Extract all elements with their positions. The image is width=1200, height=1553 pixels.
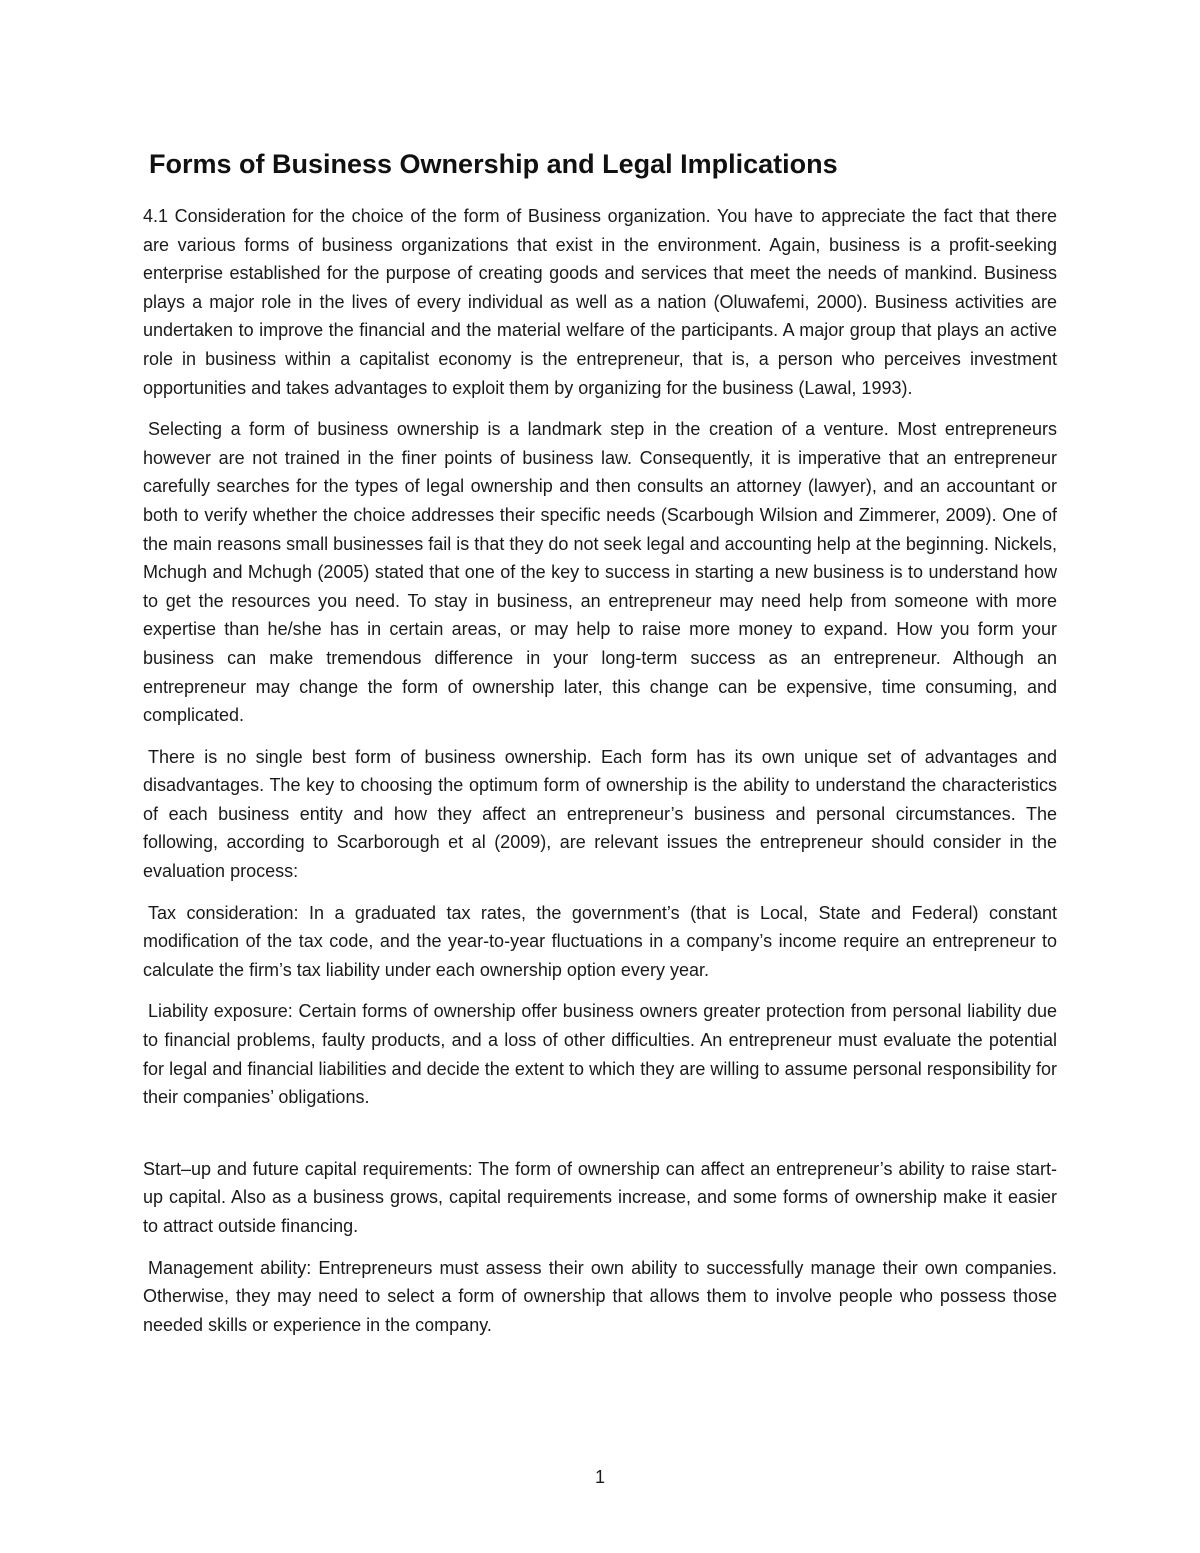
paragraph-capital-requirements: Start–up and future capital requirements: The form of ownership can affect an entrepreneur’s ability to raise start-up capital. Also as a business grows, capital requirements increase, and some forms of ownership make it easier to attract outside financing. [143, 1158, 1057, 1236]
page-number: 1 [594, 1467, 605, 1487]
paragraph-no-single-best: There is no single best form of business ownership. Each form has its own unique set of advantages and disadvantages. The key to choosing the optimum form of ownership is the ability to understand the characteristics of each business entity and how they affect an entrepreneur’s business and personal circumstances. The following, according to Scarborough et al (2009), are relevant issues the entrepreneur should consider in the evaluation process: [143, 746, 1057, 882]
page-content [143, 146, 1057, 1352]
paragraph-consideration: 4.1 Consideration for the choice of the form of Business organization. You have to appreciate the fact that there are various forms of business organizations that exist in the environment. Again, business is a profit-seeking enterprise established for the purpose of creating goods and services that meet the needs of mankind. Business plays a major role in the lives of every individual as well as a nation (Oluwafemi, 2000). Business activities are undertaken to improve the financial and the material welfare of the participants. A major group that plays an active role in business within a capitalist economy is the entrepreneur, that is, a person who perceives investment opportunities and takes advantages to exploit them by organizing for the business (Lawal, 1993). [143, 206, 1057, 398]
paragraph-selecting-form: Selecting a form of business ownership is a landmark step in the creation of a venture. Most entrepreneurs however are not trained in the finer points of business law. Consequently, it is imperative that an entrepreneur carefully searches for the types of legal ownership and then consults an attorney (lawyer), and an accountant or both to verify whether the choice addresses their specific needs (Scarbough Wilsion and Zimmerer, 2009). One of the main reasons small businesses fail is that they do not seek legal and accounting help at the beginning. Nickels, Mchugh and Mchugh (2005) stated that one of the key to success in starting a new business is to understand how to get the resources you need. To stay in business, an entrepreneur may need help from someone with more expertise than he/she has in certain areas, or may help to raise more money to expand. How you form your business can make tremendous difference in your long-term success as an entrepreneur. Although an entrepreneur may change the form of ownership later, this change can be expensive, time consuming, and complicated. [143, 419, 1057, 726]
paragraph-liability-exposure: Liability exposure: Certain forms of ownership offer business owners greater protection from personal liability due to financial problems, faulty products, and a loss of other difficulties. An entrepreneur must evaluate the potential for legal and financial liabilities and decide the extent to which they are willing to assume personal responsibility for their companies’ obligations. [143, 1001, 1057, 1108]
paragraph-management-ability: Management ability: Entrepreneurs must assess their own ability to successfully manage their own companies. Otherwise, they may need to select a form of ownership that allows them to involve people who possess those needed skills or experience in the company. [143, 1257, 1057, 1335]
document-title: Forms of Business Ownership and Legal Implications [149, 149, 838, 179]
paragraph-tax-consideration: Tax consideration: In a graduated tax rates, the government’s (that is Local, State and Federal) constant modification of the tax code, and the year-to-year fluctuations in a company’s income require an entrepreneur to calculate the firm’s tax liability under each ownership option every year. [143, 902, 1057, 980]
